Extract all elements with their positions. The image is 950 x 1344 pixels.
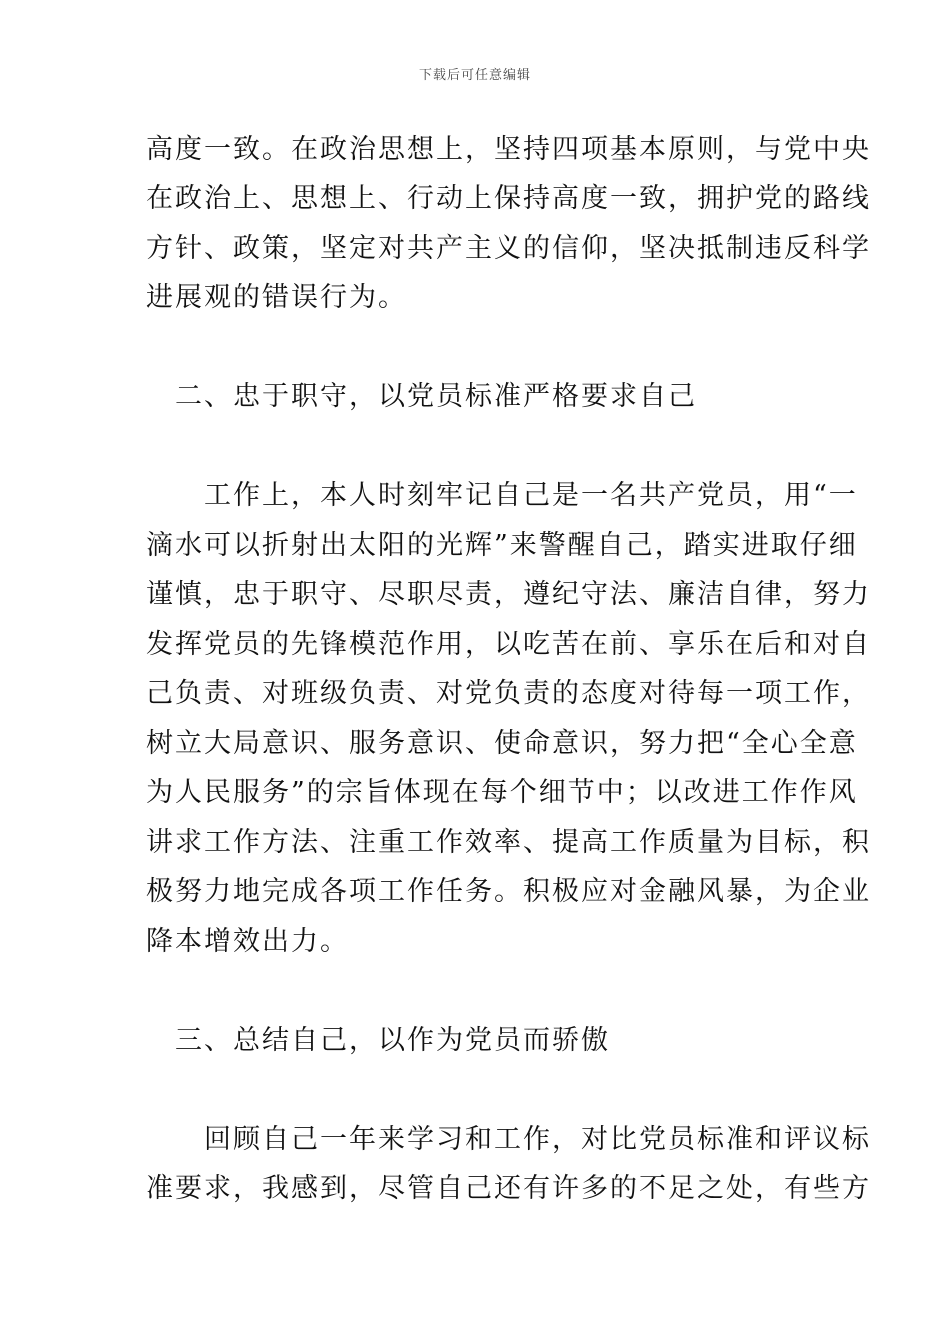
paragraph-1-line-3: 方针、政策，坚定对共产主义的信仰，坚决抵制违反科学 <box>146 233 871 264</box>
paragraph-3-line-1: 回顾自己一年来学习和工作，对比党员标准和评议标 <box>146 1124 871 1155</box>
paragraph-3-line-2: 准要求，我感到，尽管自己还有许多的不足之处，有些方 <box>146 1173 871 1204</box>
paragraph-2-line-5: 己负责、对班级负责、对党负责的态度对待每一项工作， <box>146 678 871 709</box>
paragraph-2-line-8: 讲求工作方法、注重工作效率、提高工作质量为目标，积 <box>146 827 871 858</box>
paragraph-2-line-9: 极努力地完成各项工作任务。积极应对金融风暴，为企业 <box>146 876 871 907</box>
paragraph-1-line-2: 在政治上、思想上、行动上保持高度一致，拥护党的路线 <box>146 183 871 214</box>
page-header: 下载后可任意编辑 <box>418 68 531 83</box>
section-heading-2: 二、忠于职守，以党员标准严格要求自己 <box>146 381 697 412</box>
paragraph-2-line-6: 树立大局意识、服务意识、使命意识，努力把“全心全意 <box>146 728 858 759</box>
paragraph-2-line-10: 降本增效出力。 <box>146 926 349 957</box>
paragraph-2-line-7: 为人民服务”的宗旨体现在每个细节中；以改进工作作风 <box>146 777 858 808</box>
paragraph-2-line-2: 滴水可以折射出太阳的光辉”来警醒自己，踏实进取仔细 <box>146 530 858 561</box>
paragraph-2-line-4: 发挥党员的先锋模范作用，以吃苦在前、享乐在后和对自 <box>146 629 871 660</box>
paragraph-1-line-4: 进展观的错误行为。 <box>146 282 407 313</box>
paragraph-1-line-1: 高度一致。在政治思想上，坚持四项基本原则，与党中央 <box>146 134 871 165</box>
section-heading-3: 三、总结自己，以作为党员而骄傲 <box>146 1025 610 1056</box>
paragraph-2-line-1: 工作上，本人时刻牢记自己是一名共产党员，用“一 <box>146 480 858 511</box>
paragraph-2-line-3: 谨慎，忠于职守、尽职尽责，遵纪守法、廉洁自律，努力 <box>146 579 871 610</box>
